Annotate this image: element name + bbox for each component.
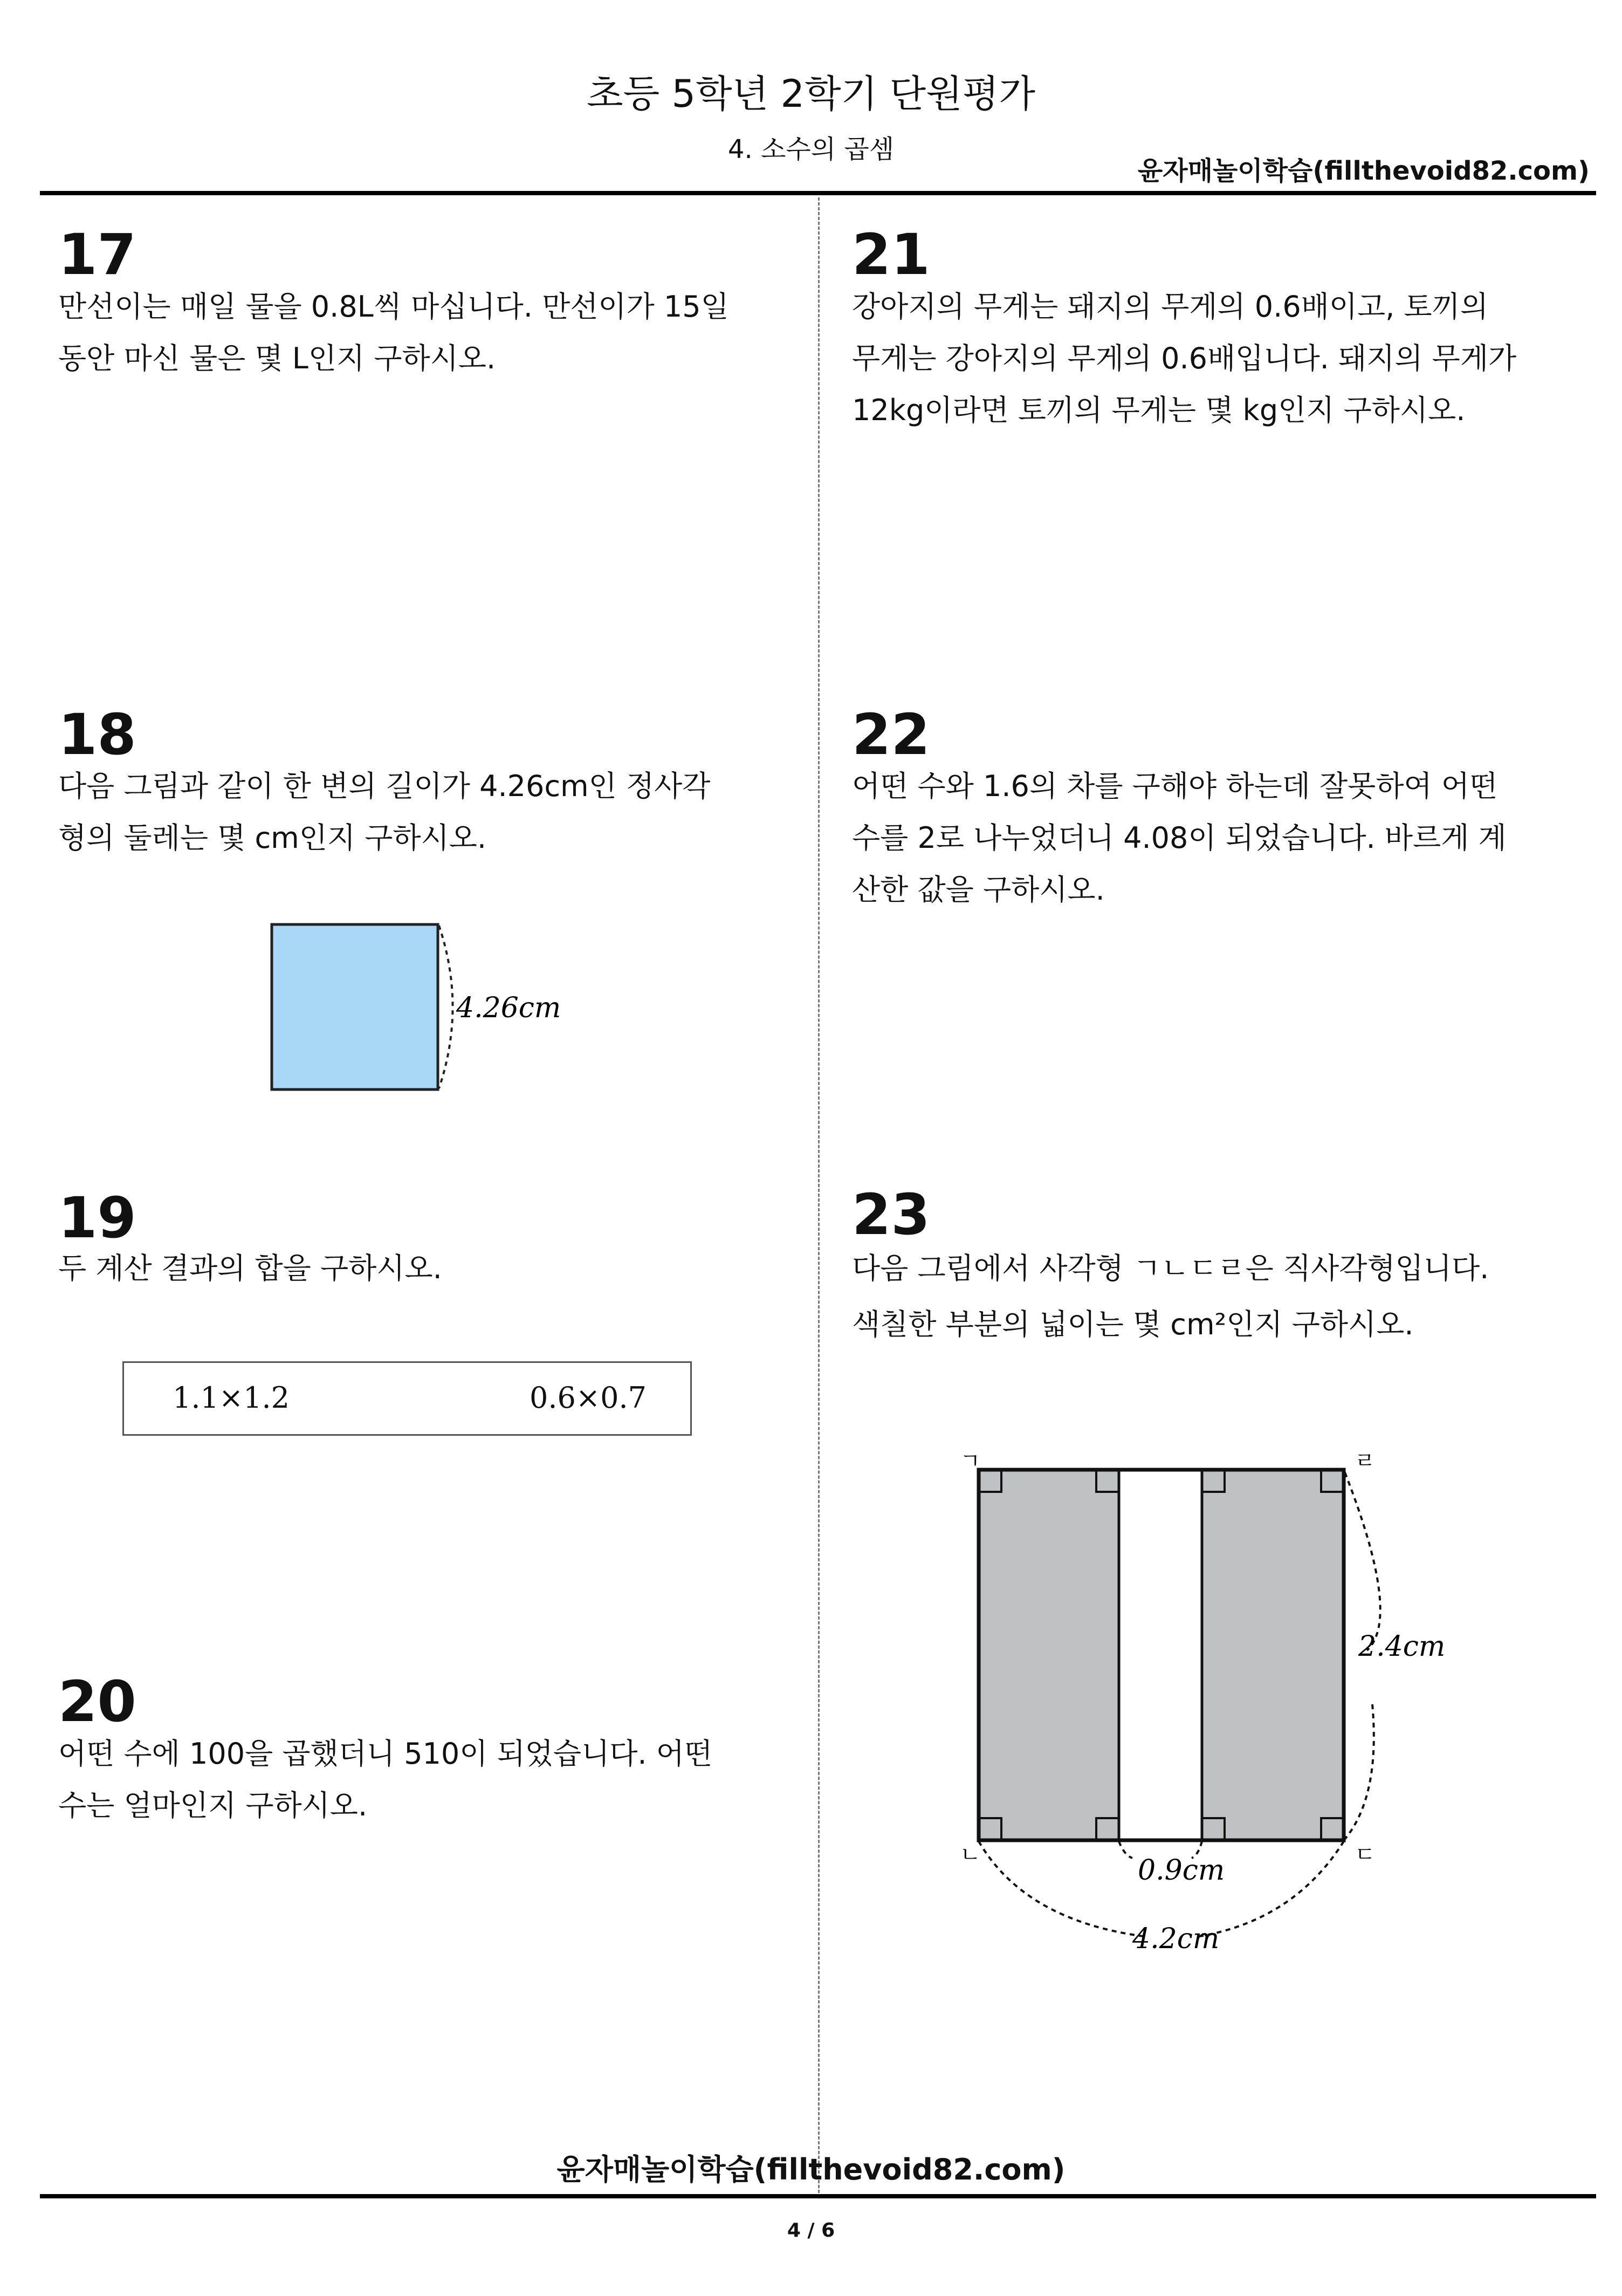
brand-header: 윤자매놀이학습(fillthevoid82.com) bbox=[1137, 156, 1590, 186]
corner-label-nieun: ㄴ bbox=[960, 1842, 981, 1867]
question-number: 18 bbox=[58, 702, 136, 767]
corner-label-giyeok: ㄱ bbox=[960, 1449, 981, 1473]
top-divider bbox=[40, 191, 1596, 195]
question-text bbox=[852, 1240, 1553, 1353]
rectangle-figure bbox=[938, 1424, 1477, 1963]
unshaded-strip bbox=[1119, 1470, 1202, 1840]
height-label: 2.4cm bbox=[1358, 1630, 1446, 1663]
question-number: 21 bbox=[852, 222, 930, 287]
corner-label-digeut: ㄷ bbox=[1355, 1842, 1376, 1867]
question-text bbox=[58, 281, 759, 385]
page-number: 4 / 6 bbox=[787, 2219, 835, 2242]
gap-label: 0.9cm bbox=[1138, 1854, 1225, 1887]
question-line: 산한 값을 구하시오. bbox=[852, 873, 1105, 907]
width-label: 4.2cm bbox=[1132, 1923, 1220, 1955]
question-line: 강아지의 무게는 돼지의 무게의 0.6배이고, 토끼의 bbox=[852, 290, 1488, 324]
question-text bbox=[852, 760, 1553, 916]
unit-subtitle: 4. 소수의 곱셈 bbox=[727, 134, 895, 165]
question-text bbox=[58, 1728, 759, 1832]
question-line: 무게는 강아지의 무게의 0.6배입니다. 돼지의 무게가 bbox=[852, 341, 1517, 375]
question-line: 수는 얼마인지 구하시오. bbox=[58, 1788, 368, 1822]
question-line: 만선이는 매일 물을 0.8L씩 마십니다. 만선이가 15일 bbox=[58, 290, 729, 324]
brand-footer: 윤자매놀이학습(fillthevoid82.com) bbox=[556, 2153, 1066, 2187]
question-text bbox=[58, 1243, 759, 1294]
question-line: 12kg이라면 토끼의 무게는 몇 kg인지 구하시오. bbox=[852, 393, 1466, 427]
question-line: 동안 마신 물은 몇 L인지 구하시오. bbox=[58, 341, 496, 375]
question-line: 다음 그림과 같이 한 변의 길이가 4.26cm인 정사각 bbox=[58, 769, 711, 803]
side-length-arc bbox=[439, 926, 453, 1088]
question-line: 어떤 수에 100을 곱했더니 510이 되었습니다. 어떤 bbox=[58, 1737, 713, 1771]
question-text bbox=[852, 281, 1553, 436]
side-length-label: 4.26cm bbox=[456, 992, 561, 1024]
question-text bbox=[58, 760, 759, 864]
question-number: 22 bbox=[852, 702, 930, 767]
question-line: 어떤 수와 1.6의 차를 구해야 하는데 잘못하여 어떤 bbox=[852, 769, 1498, 803]
question-line: 수를 2로 나누었더니 4.08이 되었습니다. 바르게 계 bbox=[852, 821, 1507, 855]
question-number: 19 bbox=[58, 1185, 136, 1251]
question-number: 23 bbox=[852, 1182, 930, 1248]
question-line: 다음 그림에서 사각형 ㄱㄴㄷㄹ은 직사각형입니다. bbox=[852, 1251, 1489, 1285]
column-divider bbox=[818, 197, 820, 2193]
question-number: 20 bbox=[58, 1669, 136, 1735]
corner-label-rieul: ㄹ bbox=[1355, 1449, 1376, 1473]
question-line: 색칠한 부분의 넓이는 몇 cm²인지 구하시오. bbox=[852, 1307, 1414, 1341]
bottom-divider bbox=[40, 2194, 1596, 2198]
question-line: 두 계산 결과의 합을 구하시오. bbox=[58, 1251, 442, 1285]
square-figure bbox=[259, 911, 582, 1106]
expression: 0.6×0.7 bbox=[530, 1381, 647, 1415]
question-line: 형의 둘레는 몇 cm인지 구하시오. bbox=[58, 821, 487, 855]
question-number: 17 bbox=[58, 222, 136, 287]
expression: 1.1×1.2 bbox=[173, 1381, 290, 1415]
square-shape bbox=[272, 924, 438, 1089]
page-title: 초등 5학년 2학기 단원평가 bbox=[586, 72, 1036, 116]
